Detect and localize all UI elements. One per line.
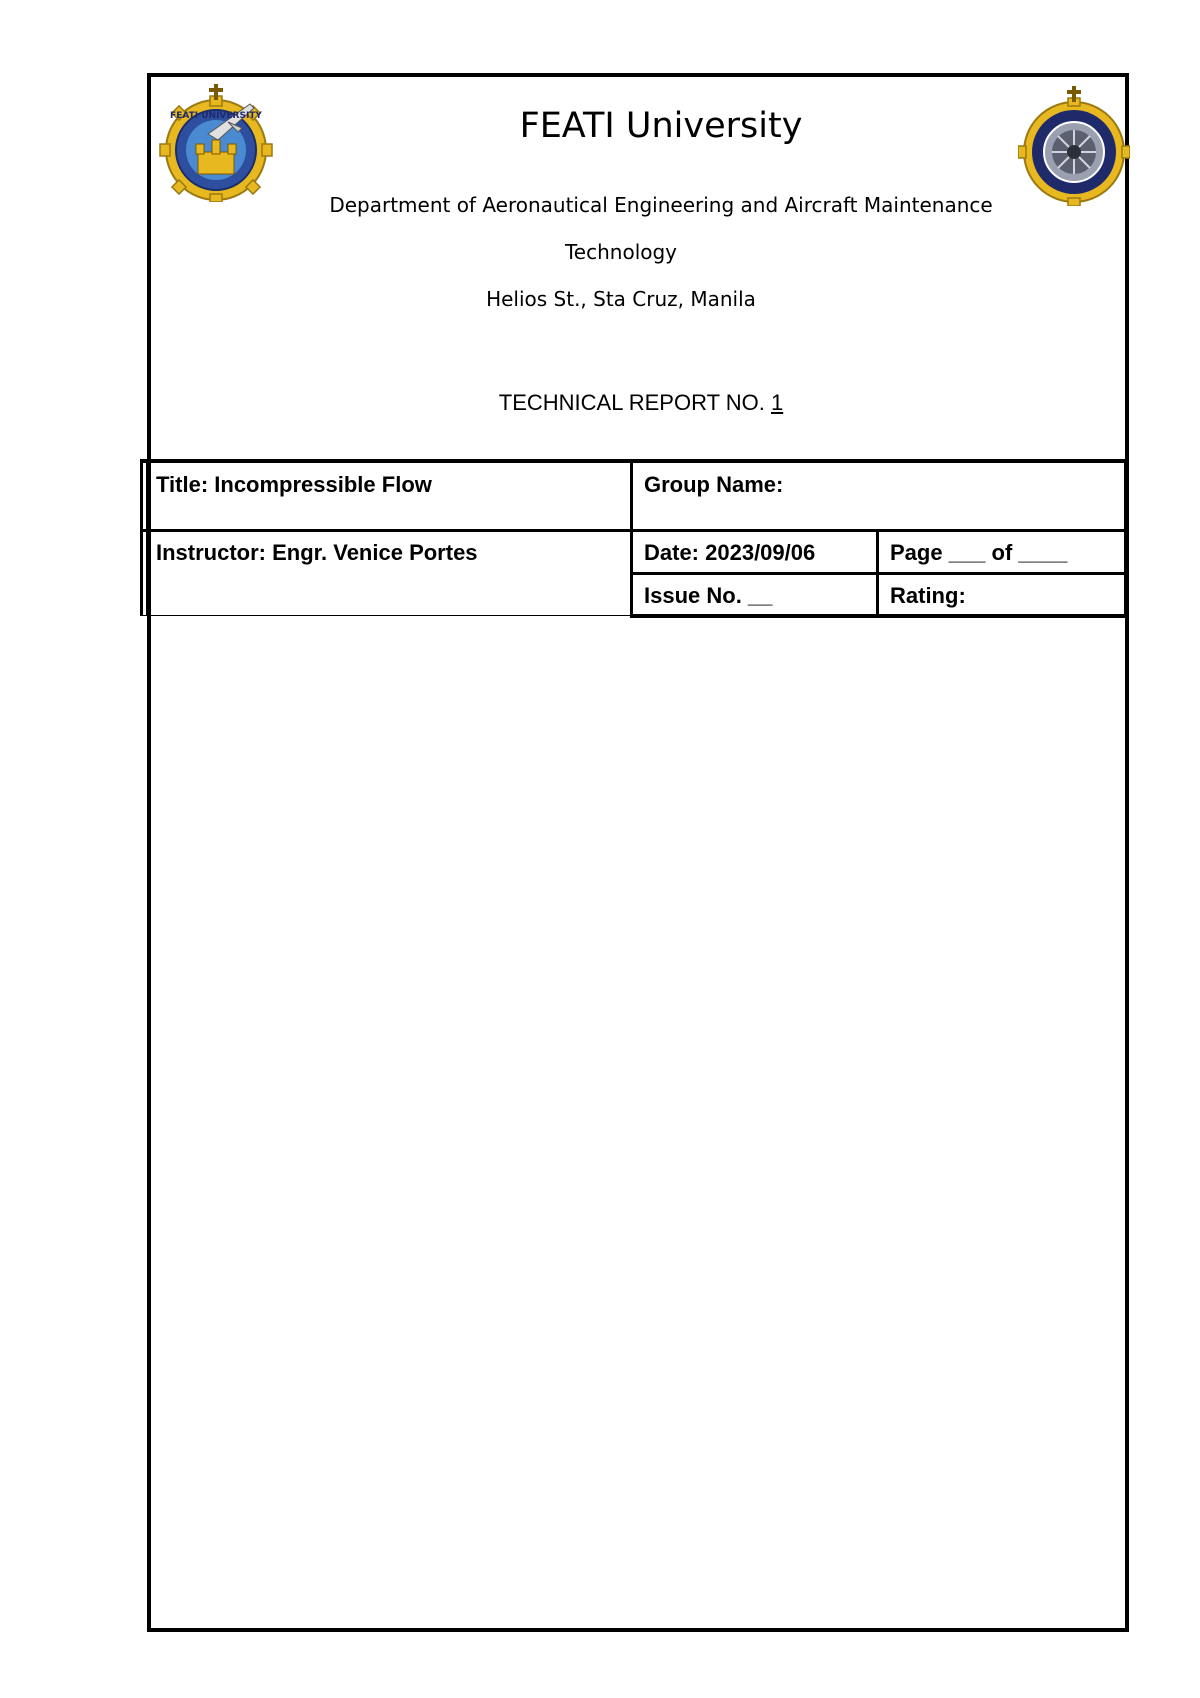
table-border-bottom-left <box>140 615 634 616</box>
table-border-right <box>1124 459 1128 618</box>
report-label: TECHNICAL REPORT NO. <box>498 390 771 415</box>
instructor-cell: Instructor: Engr. Venice Portes <box>156 540 478 565</box>
university-name: FEATI University <box>519 106 803 146</box>
issue-cell: Issue No. __ <box>644 583 773 608</box>
title-cell: Title: Incompressible Flow <box>156 472 432 497</box>
report-info-table <box>140 459 1128 618</box>
aero-department-logo <box>1018 86 1130 206</box>
report-heading <box>150 390 1132 416</box>
university-address: Helios St., Sta Cruz, Manila <box>486 287 756 311</box>
date-cell: Date: 2023/09/06 <box>644 540 816 565</box>
page-cell: Page ___ of ____ <box>890 540 1068 565</box>
logo-left-text: FEATI UNIVERSITY <box>170 111 262 121</box>
group-name-cell: Group Name: <box>644 472 784 497</box>
department-name-continued: Technology <box>564 240 678 264</box>
rating-cell: Rating: <box>890 583 966 608</box>
table-border-left <box>140 459 143 616</box>
department-name: Department of Aeronautical Engineering and Aircraft Maintenance <box>329 193 993 217</box>
report-number: 1 <box>770 390 784 415</box>
